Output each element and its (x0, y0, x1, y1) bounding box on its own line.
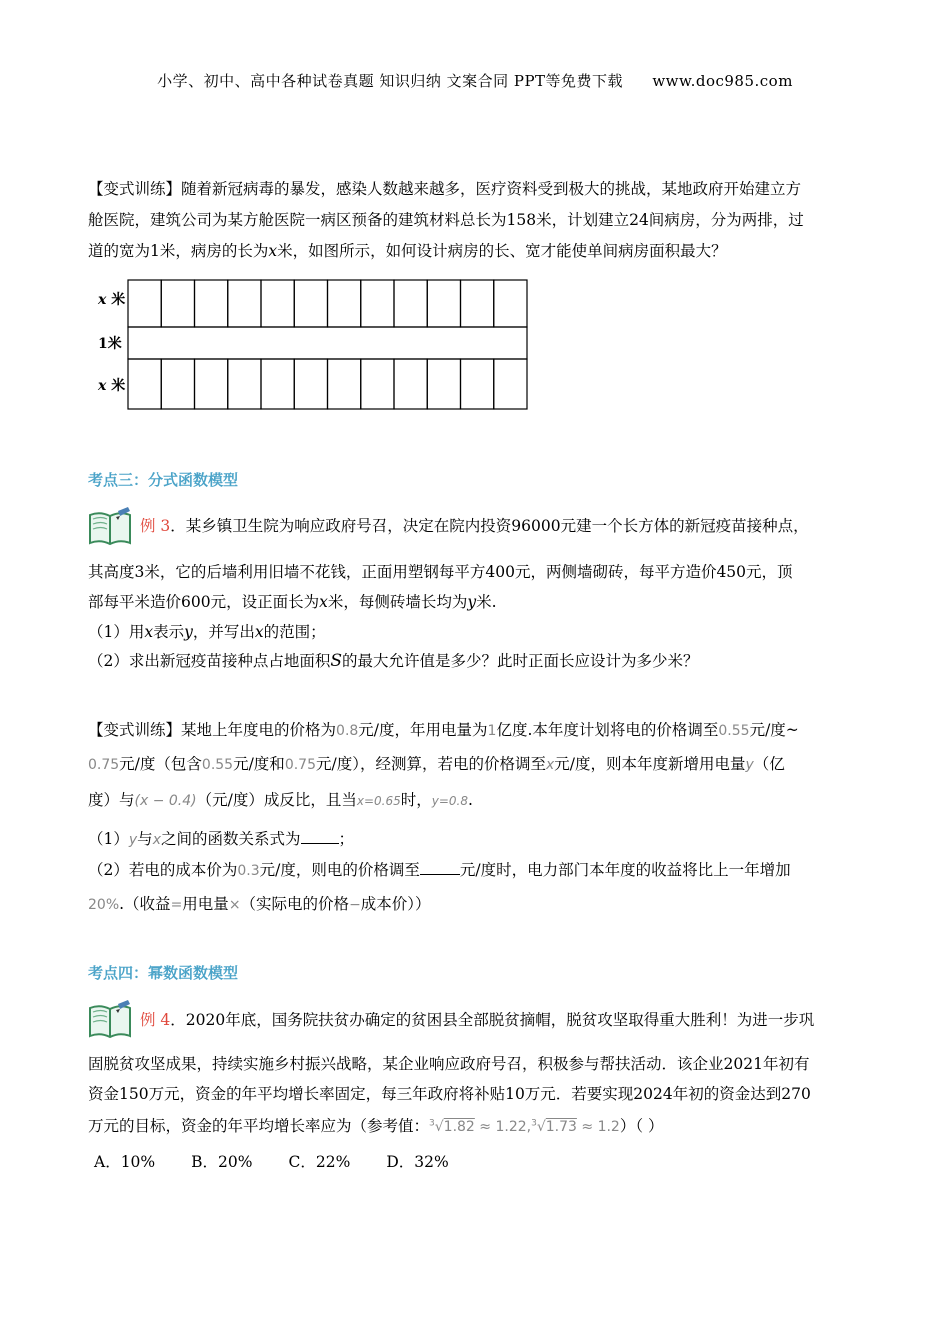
book-pencil-icon (86, 507, 134, 547)
example4-options (94, 1150, 485, 1172)
variant2-q2-cont: 20%.（收益=用电量×（实际电的价格−成本价）） (88, 895, 431, 913)
ward-room (427, 359, 460, 409)
ward-room (361, 280, 394, 327)
reference-values: $^3$√1.82 ≈ 1.22,$^3$√1.73 ≈ 1.2 (429, 1118, 620, 1135)
ward-room (494, 280, 527, 327)
ward-room (328, 280, 361, 327)
ward-room (128, 280, 161, 327)
ward-room (294, 280, 327, 327)
example3-line2: 其高度3米，它的后墙利用旧墙不花钱，正面用塑钢每平方400元，两侧墙砌砖，每平方造价450元，顶 (88, 563, 793, 581)
option-a[interactable]: A．10% (94, 1153, 156, 1171)
ward-room (161, 359, 194, 409)
example4-line1: 例 4．2020年底，国务院扶贫办确定的贫困县全部脱贫摘帽，脱贫攻坚取得重大胜利！为进一步巩 (140, 1011, 815, 1029)
answer-blank-1[interactable] (301, 829, 339, 844)
variant1-line2: 舱医院，建筑公司为某方舱医院一病区预备的建筑材料总长为158米，计划建立24间病房，分为两排，过 (88, 211, 804, 229)
section4-title: 考点四：幂数函数模型 (88, 964, 239, 982)
variant2-line1: 【变式训练】某地上年度电的价格为0.8元/度，年用电量为1亿度.本年度计划将电的价格调至0.55元/度~ (88, 721, 799, 739)
variant2-line2: 0.75元/度（包含0.55元/度和0.75元/度），经测算，若电的价格调至x元/度，则本年度新增用电量y（亿 (88, 755, 785, 773)
book-pencil-icon (86, 1000, 134, 1040)
example4-line3: 资金150万元，资金的年平均增长率固定，每三年政府将补贴10万元．若要实现2024年初的资金达到270 (88, 1085, 811, 1103)
option-c[interactable]: C．22% (288, 1153, 351, 1171)
corridor (128, 327, 527, 359)
ward-room (161, 280, 194, 327)
example4-label: 例 4 (140, 1011, 171, 1029)
variant1-line3: 道的宽为1米，病房的长为x米，如图所示，如何设计病房的长、宽才能使单间病房面积最大？ (88, 242, 727, 260)
ward-room (328, 359, 361, 409)
variant2-line3: 度）与(x − 0.4)（元/度）成反比，且当x=0.65时，y=0.8. (88, 791, 473, 809)
example3-line3: 部每平米造价600元，设正面长为x米，每侧砖墙长均为y米. (88, 593, 497, 611)
variant2-q1: （1）y与x之间的函数关系式为 ； (88, 830, 355, 848)
row-label-top: x 米 (98, 292, 126, 308)
ward-room (128, 359, 161, 409)
ward-room (394, 359, 427, 409)
variant2-q2: （2）若电的成本价为0.3元/度，则电的价格调至 元/度时，电力部门本年度的收益将比上一年增加 (88, 861, 791, 879)
ward-room (294, 359, 327, 409)
example3-q2: （2）求出新冠疫苗接种点占地面积S的最大允许值是多少？此时正面长应设计为多少米？ (88, 651, 699, 671)
header-text: 小学、初中、高中各种试卷真题 知识归纳 文案合同 PPT等免费下载 (157, 72, 624, 90)
ward-room (228, 359, 261, 409)
ward-room (261, 359, 294, 409)
ward-room (195, 280, 228, 327)
hospital-ward-diagram (88, 272, 538, 412)
ward-room (461, 359, 494, 409)
example4-line2: 固脱贫攻坚成果，持续实施乡村振兴战略，某企业响应政府号召，积极参与帮扶活动．该企业2021年初有 (88, 1055, 810, 1073)
example3-line1: 例 3．某乡镇卫生院为响应政府号召，决定在院内投资96000元建一个长方体的新冠疫苗接种点， (140, 517, 809, 535)
ward-room (261, 280, 294, 327)
variant1-line1: 【变式训练】随着新冠病毒的暴发，感染人数越来越多，医疗资料受到极大的挑战，某地政府开始建立方 (88, 180, 802, 198)
rooms-bottom-row (128, 359, 527, 409)
row-label-mid: 1米 (98, 336, 122, 352)
example4-line4: 万元的目标，资金的年平均增长率应为（参考值：$^3$√1.82 ≈ 1.22,$^3$√1.73 ≈ 1.2）（ ） (88, 1117, 664, 1135)
page-header (0, 70, 950, 91)
header-url[interactable]: www.doc985.com (652, 72, 793, 90)
answer-blank-2[interactable] (420, 860, 460, 875)
ward-room (228, 280, 261, 327)
ward-room (394, 280, 427, 327)
ward-room (361, 359, 394, 409)
rooms-top-row (128, 280, 527, 327)
example3-label: 例 3 (140, 517, 171, 535)
ward-room (195, 359, 228, 409)
ward-room (494, 359, 527, 409)
section3-title: 考点三：分式函数模型 (88, 471, 239, 489)
option-b[interactable]: B．20% (191, 1153, 253, 1171)
example3-q1: （1）用x表示y，并写出x的范围； (88, 623, 326, 641)
row-label-bot: x 米 (98, 378, 126, 394)
ward-room (461, 280, 494, 327)
option-d[interactable]: D．32% (386, 1153, 449, 1171)
variant1-tag: 【变式训练】 (88, 180, 182, 198)
ward-room (427, 280, 460, 327)
